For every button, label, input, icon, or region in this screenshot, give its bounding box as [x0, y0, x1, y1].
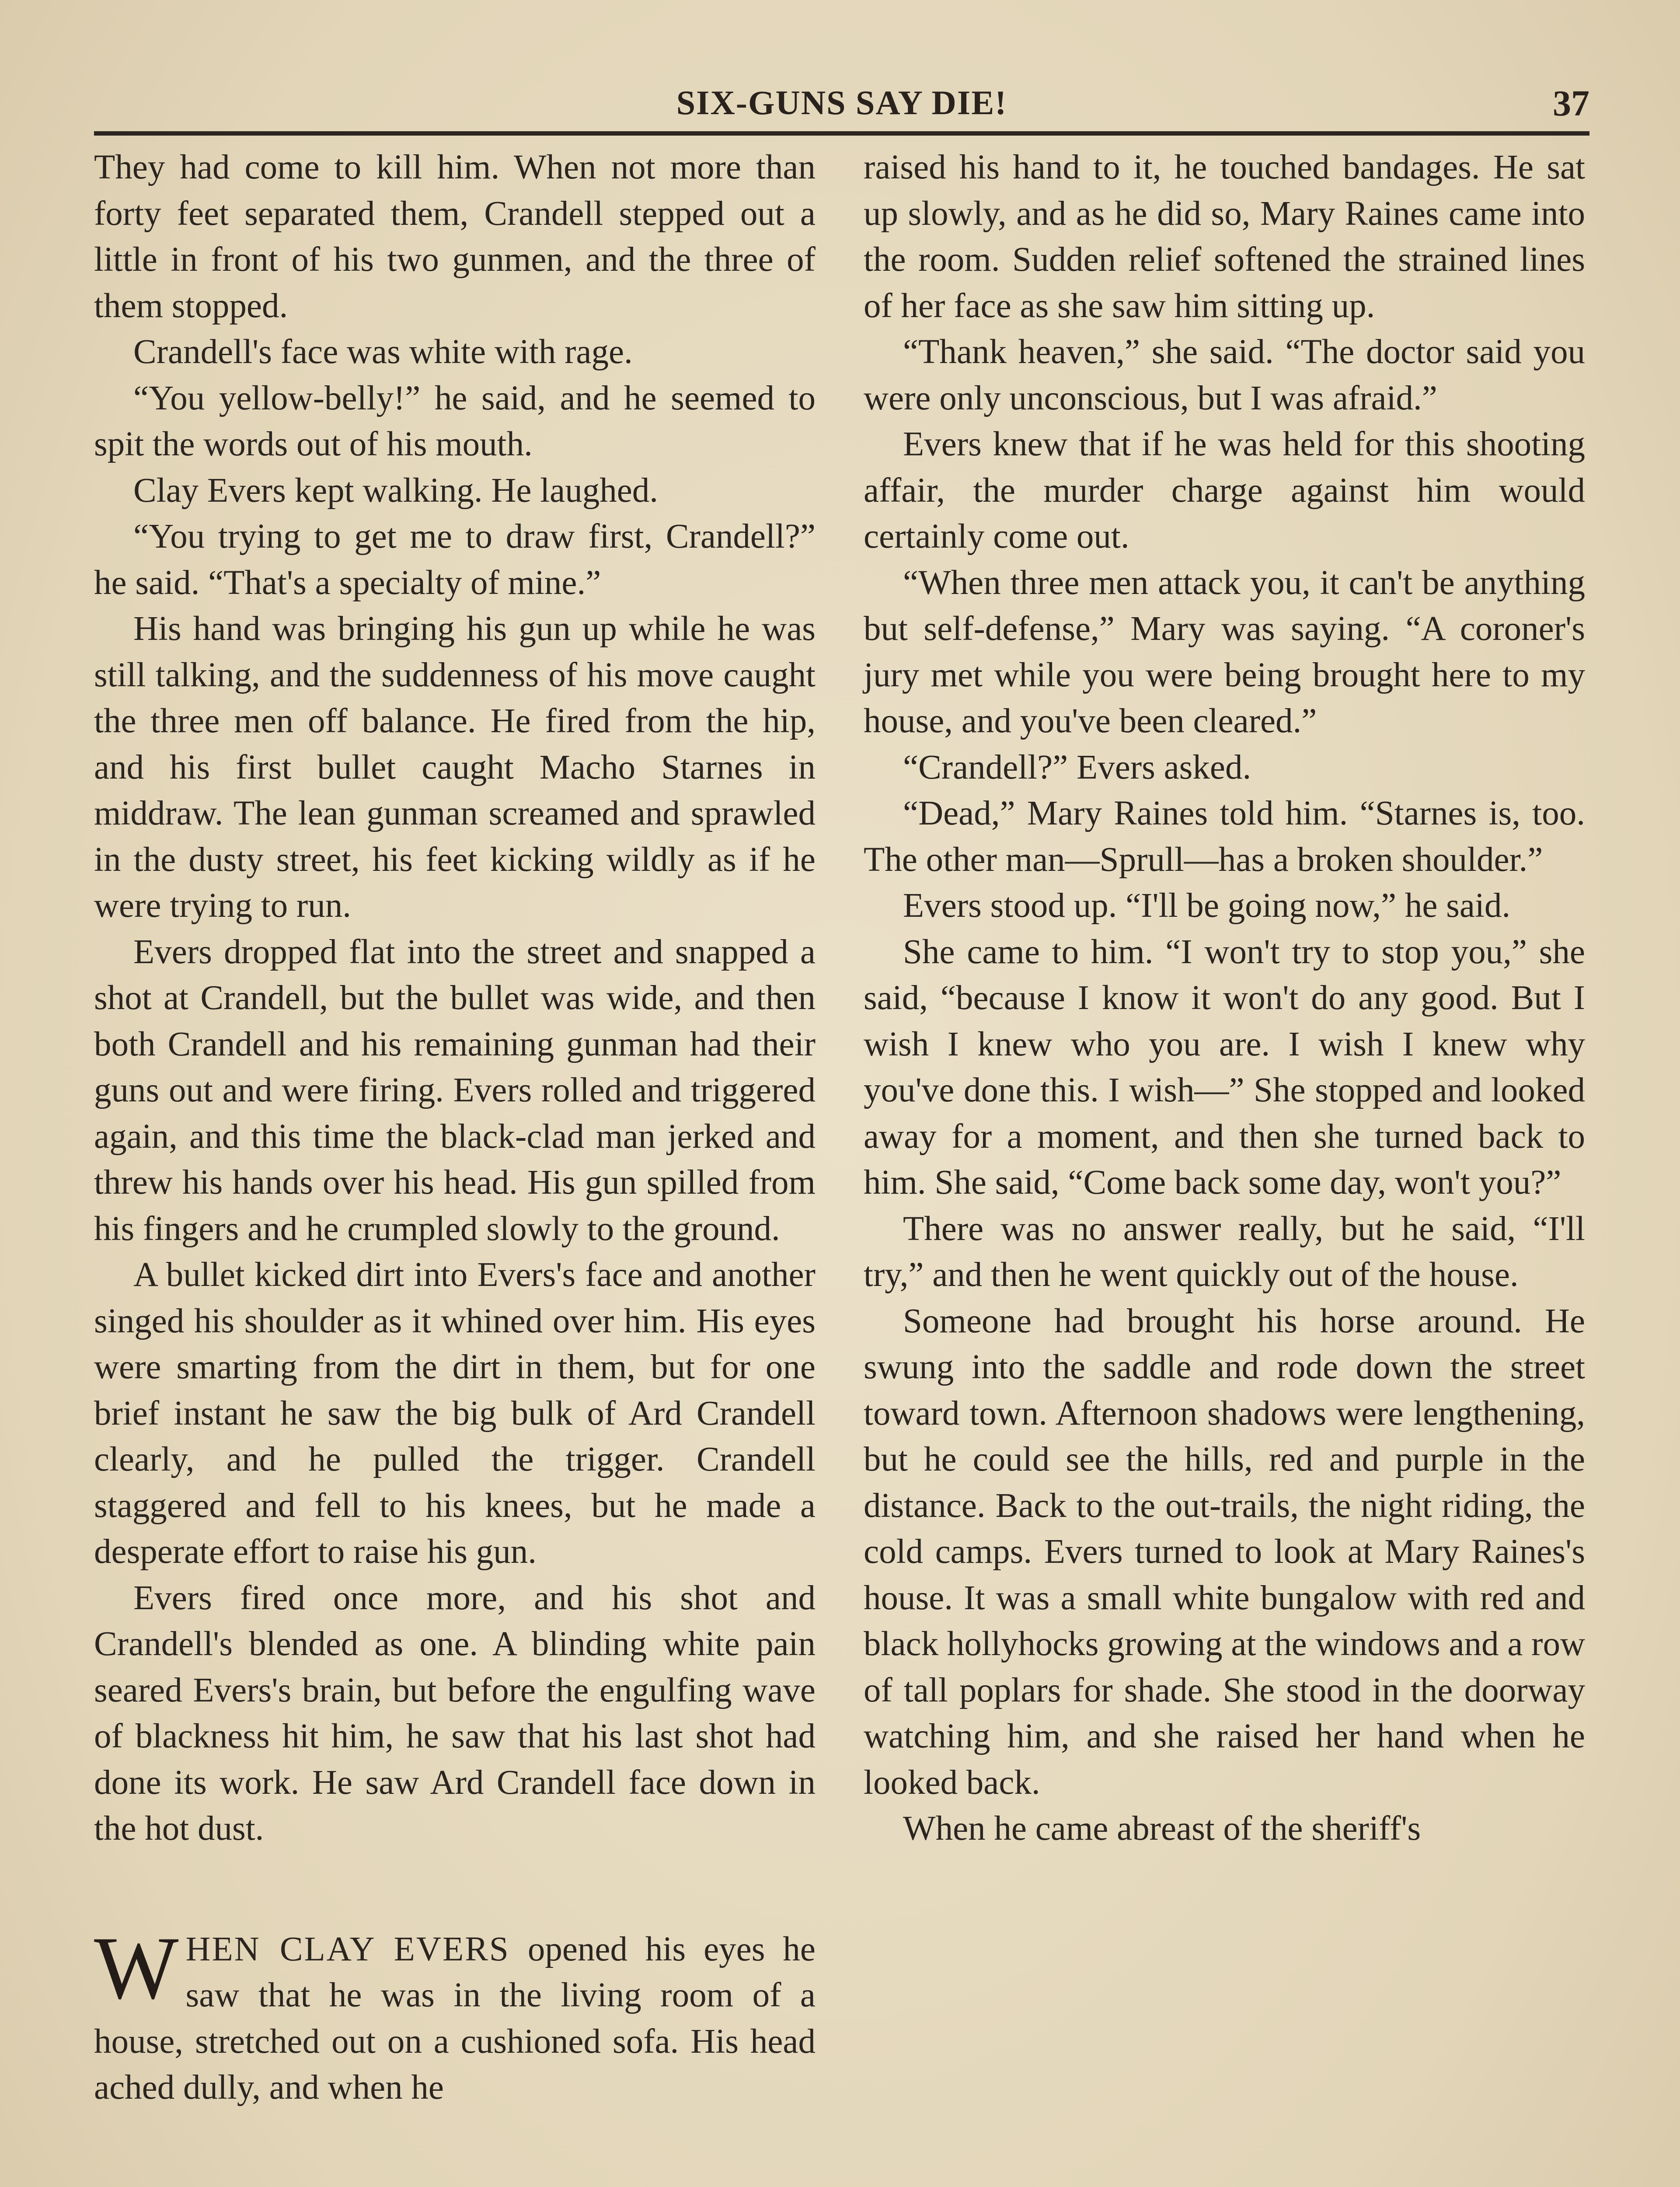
paragraph: Crandell's face was white with rage.: [133, 333, 633, 371]
section-opening-paragraph: [94, 1918, 816, 2111]
paragraph: “Thank heaven,” she said. “The doctor said you were only unconscious, but I was afraid.”: [864, 333, 1585, 417]
paragraph: “You trying to get me to draw first, Crandell?” he said. “That's a specialty of mine.”: [94, 517, 816, 602]
drop-cap: W: [94, 1918, 179, 2018]
paragraph: His hand was bringing his gun up while he was still talking, and the suddenness of his move caught the three men off balance. He fired from the hip, and his first bullet caught Macho Starnes in middraw. The lean gunman screamed and sprawled in the dusty street, his feet kicking wildly as if he were trying to run.: [94, 610, 816, 925]
paragraph: “When three men attack you, it can't be anything but self-defense,” Mary was saying. “A coroner's jury met while you were being brought here to my house, and you've been cleared.”: [864, 563, 1585, 740]
paragraph: raised his hand to it, he touched bandages. He sat up slowly, and as he did so, Mary Raines came into the room. Sudden relief softened the strained lines of her face as she saw him sitting up.: [864, 148, 1585, 325]
paragraph: There was no answer really, but he said, “I'll try,” and then he went quickly out of the house.: [864, 1209, 1585, 1294]
paragraph: Evers fired once more, and his shot and Crandell's blended as one. A blinding white pain seared Evers's brain, but before the engulfing wave of blackness hit him, he saw that his last shot had done its work. He saw Ard Crandell face down in the hot dust.: [94, 1579, 816, 1848]
paragraph: Evers dropped flat into the street and snapped a shot at Crandell, but the bullet was wide, and then both Crandell and his remaining gunman had their guns out and were firing. Evers rolled and triggered again, and this time the black-clad man jerked and threw his hands over his head. His gun spilled from his fingers and he crumpled slowly to the ground.: [94, 933, 816, 1248]
paragraph: Clay Evers kept walking. He laughed.: [133, 471, 659, 510]
paragraph: They had come to kill him. When not more than forty feet separated them, Crandell stepped out a little in front of his two gunmen, and the three of them stopped.: [94, 148, 816, 325]
paragraph: When he came abreast of the sheriff's: [903, 1810, 1421, 1848]
paragraph: “Crandell?” Evers asked.: [903, 748, 1251, 786]
page-header: [94, 74, 1589, 136]
paragraph: Someone had brought his horse around. He swung into the saddle and rode down the street toward town. Afternoon shadows were lengthening, but he could see the hills, red and purple in the distance. Back to the out-trails, the night riding, the cold camps. Evers turned to look at Mary Raines's house. It was a small white bungalow with red and black hollyhocks growing at the windows and a row of tall poplars for shade. She stood in the doorway watching him, and she raised her hand when he looked back.: [864, 1302, 1585, 1802]
paragraph: Evers stood up. “I'll be going now,” he said.: [903, 887, 1511, 925]
running-title: SIX-GUNS SAY DIE!: [676, 84, 1007, 122]
header-rule: [94, 131, 1589, 136]
lead-in-caps: HEN CLAY EVERS: [185, 1930, 510, 1968]
left-column: [94, 144, 816, 2111]
section-text: opened his eyes he saw that he was in the living room of a house, stretched out on a cushioned sofa. His head ached dully, and when he: [94, 1930, 816, 2107]
paragraph: “You yellow-belly!” he said, and he seemed to spit the words out of his mouth.: [94, 379, 816, 463]
paragraph: She came to him. “I won't try to stop you,” she said, “because I know it won't do any good. But I wish I knew who you are. I wish I knew why you've done this. I wish—” She stopped and looked away for a moment, and then she turned back to him. She said, “Come back some day, won't you?”: [864, 933, 1585, 1202]
paragraph: A bullet kicked dirt into Evers's face and another singed his shoulder as it whined over him. His eyes were smarting from the dirt in them, but for one brief instant he saw the big bulk of Ard Crandell clearly, and he pulled the trigger. Crandell staggered and fell to his knees, but he made a desperate effort to raise his gun.: [94, 1256, 816, 1571]
paragraph: Evers knew that if he was held for this shooting affair, the murder charge against him would certainly come out.: [864, 425, 1585, 555]
right-column: [864, 144, 1585, 1852]
page-number: 37: [1553, 83, 1589, 124]
section-break: [94, 1852, 816, 1926]
paragraph: “Dead,” Mary Raines told him. “Starnes is, too. The other man—Sprull—has a broken shoulder.”: [864, 794, 1585, 879]
